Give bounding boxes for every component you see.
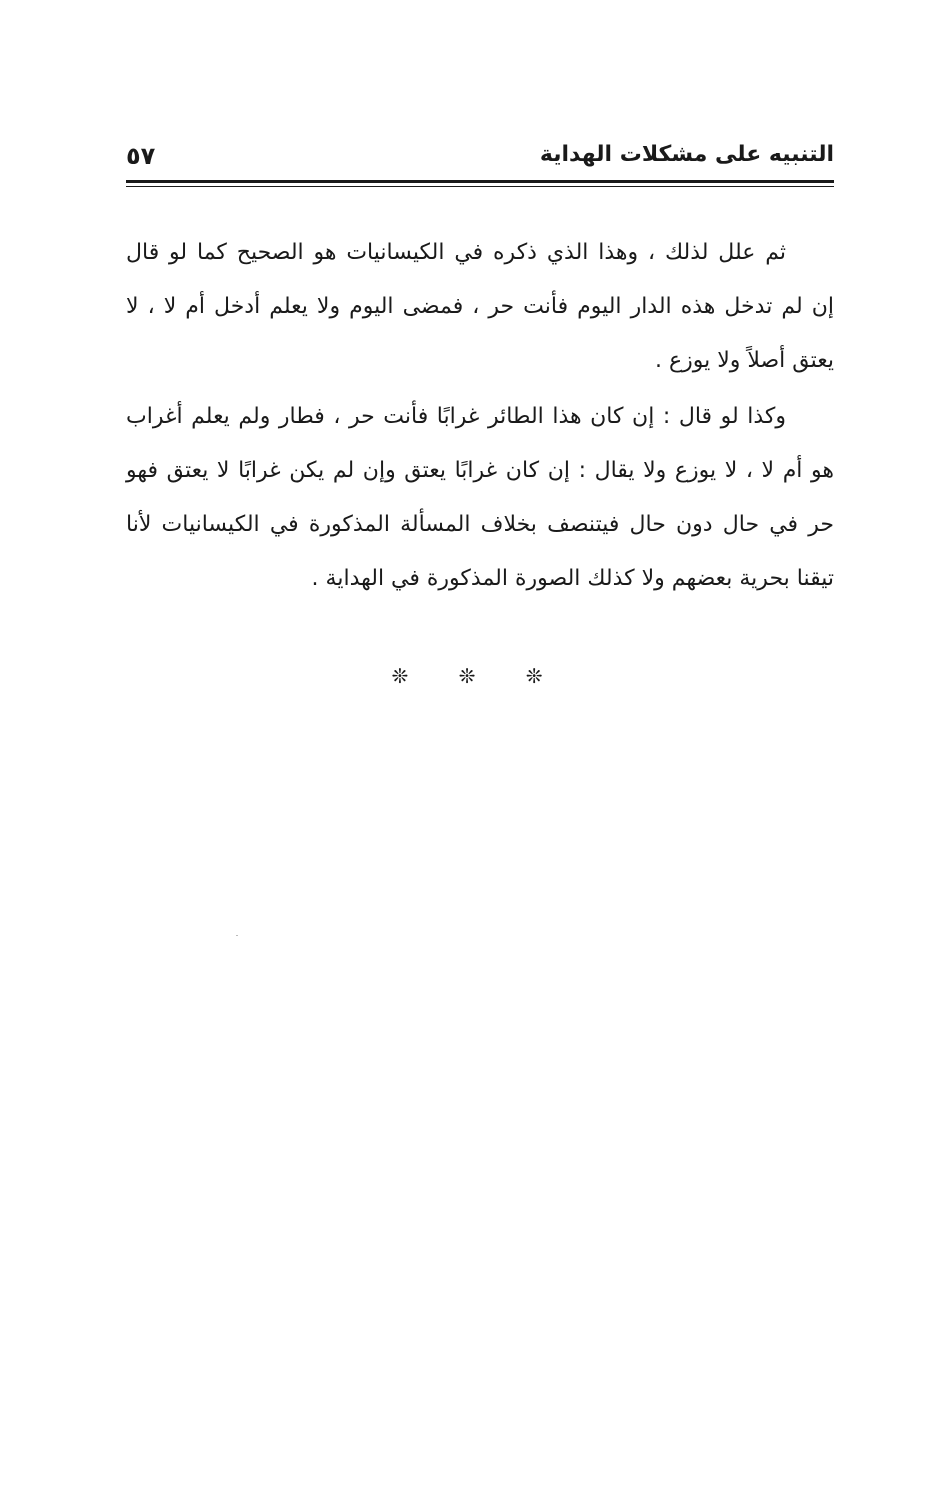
running-title: التنبيه على مشكلات الهداية [539, 142, 834, 167]
page-number: ٥٧ [126, 142, 156, 170]
section-separator [0, 664, 950, 688]
text-line: تيقنا بحرية بعضهم ولا كذلك الصورة المذكورة في الهداية . [311, 566, 834, 591]
text-line: وكذا لو قال : إن كان هذا الطائر غرابًا فأنت حر ، فطار ولم يعلم أغراب [126, 404, 786, 429]
asterism-star: ❊ [458, 664, 492, 688]
body-text [126, 226, 834, 606]
text-line: هو أم لا ، لا يوزع ولا يقال : إن كان غرابًا يعتق وإن لم يكن غرابًا لا يعتق فهو [126, 458, 834, 483]
text-line: حر في حال دون حال فيتنصف بخلاف المسألة المذكورة في الكيسانيات لأنا [126, 512, 834, 537]
paragraph-1 [126, 226, 834, 388]
text-line: إن لم تدخل هذه الدار اليوم فأنت حر ، فمضى اليوم ولا يعلم أدخل أم لا ، لا [126, 294, 834, 319]
page-header [126, 140, 834, 180]
paragraph-2 [126, 390, 834, 606]
text-line: ثم علل لذلك ، وهذا الذي ذكره في الكيسانيات هو الصحيح كما لو قال [126, 240, 786, 265]
header-rule-thick [126, 180, 834, 183]
asterism-star: ❊ [391, 664, 425, 688]
paper-speck [236, 935, 238, 936]
header-rule-thin [126, 186, 834, 187]
text-line: يعتق أصلاً ولا يوزع . [654, 348, 834, 373]
asterism-star: ❊ [525, 664, 559, 688]
